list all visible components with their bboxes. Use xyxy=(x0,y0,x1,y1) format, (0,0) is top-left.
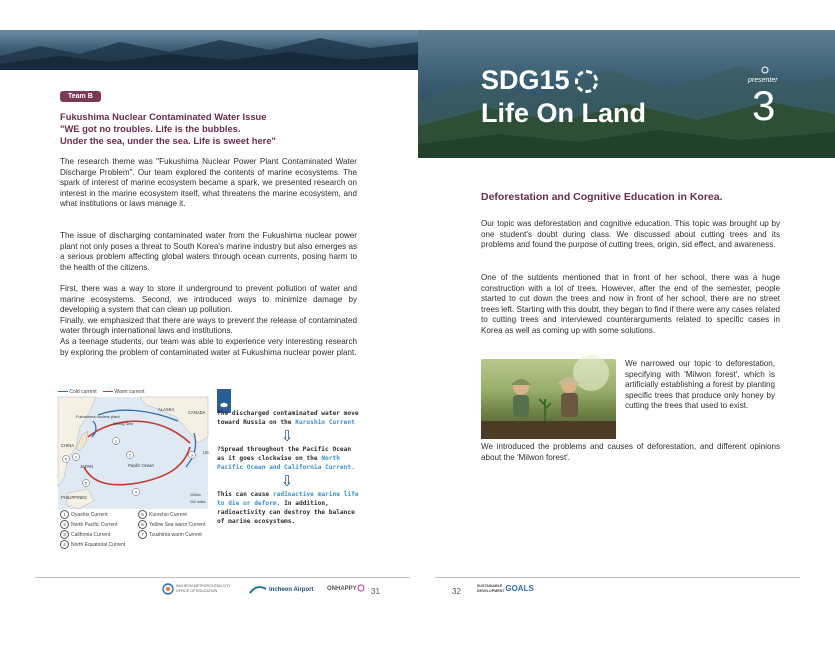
sdg-wheel-icon xyxy=(575,70,598,93)
sdg-logo-line1: SUSTAINABLE xyxy=(477,584,503,588)
sdg-title-line1: SDG15 xyxy=(481,64,646,97)
mountain-ridge-graphic xyxy=(0,30,418,70)
map-label-philippines: PHILIPPINES xyxy=(61,495,87,500)
legend-cold-label: Cold current xyxy=(69,389,97,395)
cold-current-swatch xyxy=(58,391,68,393)
onhappy-flower-icon xyxy=(356,580,366,598)
left-paragraph: The research theme was "Fukushima Nuclear Power Plant Contaminated Water Discharge Problem". Our team explored the contents of marine ecosystems. The spark of interest of marine ecosystem became a spark, we presented research on interest in the marine ecosystem itself, what threatens the marine ecosystem, and what institutions or laws manage it. xyxy=(60,157,357,209)
map-scale-mi: 100 miles xyxy=(190,500,206,504)
info-step-2: ?Spread throughout the Pacific Ocean as it goes clockwise on the North Pacific Ocean and California Current. xyxy=(217,446,355,471)
sdg-logo-goals: GOALS xyxy=(505,584,534,593)
team-badge: Team B xyxy=(60,91,101,102)
photo-illustration xyxy=(481,359,616,439)
left-footer-rule xyxy=(35,577,410,578)
onhappy-logo: ONHAPPY xyxy=(327,586,357,592)
presenter-label: presenter xyxy=(748,77,778,84)
logo1-line2: OFFICE OF EDUCATION xyxy=(176,589,218,593)
marker-7-text: 7 xyxy=(74,454,78,460)
down-arrow-icon: ⇩ xyxy=(280,473,294,490)
sdg-goals-logo xyxy=(477,584,534,593)
marker-5-text: 5 xyxy=(84,480,88,486)
map-label-fukushima: Fukushima nuclear plant xyxy=(76,414,120,419)
sdg-title-line2: Life On Land xyxy=(481,98,646,128)
left-page-number: 31 xyxy=(371,587,380,596)
map-label-bering: Bering Sea xyxy=(113,421,133,426)
right-paragraph: We introduced the problems and causes of deforestation, and different opinions about the 'Milwon forest'. xyxy=(481,442,780,462)
left-paragraph: The issue of discharging contaminated water from the Fukushima nuclear power plant not only poses a threat to South Korea's marine industry but also emerges as a serious problem affecting global waters through ocean currents, posing harm to the health of the citizens. xyxy=(60,231,357,272)
map-label-us: US xyxy=(203,450,209,455)
map-label-pacific: Pacific Ocean xyxy=(128,463,154,468)
map-scale-km: 100km xyxy=(190,493,201,497)
map-label-china: CHINA xyxy=(61,443,75,448)
incheon-airport-logo xyxy=(249,585,313,595)
logo1-line1: INCHEON METROPOLITAN CITY xyxy=(176,584,231,588)
contamination-info-panel xyxy=(217,387,362,549)
marker-6-text: 6 xyxy=(64,456,68,462)
right-footer-rule xyxy=(435,577,800,578)
warm-current-swatch xyxy=(103,391,113,393)
sdg-logo-line2: DEVELOPMENT xyxy=(477,588,505,593)
marker-1-text: 1 xyxy=(114,438,118,444)
current-item: 2 North Pacific Current xyxy=(60,520,125,530)
right-page-heading: Deforestation and Cognitive Education in Korea. xyxy=(481,191,723,203)
map-label-japan: JAPAN xyxy=(80,464,94,469)
sdg-title xyxy=(481,64,646,130)
map-legend xyxy=(58,389,145,395)
current-item: 1 Oyashio Current xyxy=(60,510,125,520)
info-step-1: The discharged contaminated water move toward Russia on the Kuroshio Current xyxy=(217,410,359,426)
children-planting-photo xyxy=(481,359,616,439)
marker-3-text: 3 xyxy=(190,452,194,458)
currents-legend-col2 xyxy=(138,510,205,540)
incheon-emblem-icon xyxy=(162,583,174,595)
right-page-number: 32 xyxy=(452,587,461,596)
marker-2-text: 2 xyxy=(128,452,132,458)
ocean-current-map xyxy=(58,397,208,509)
current-item: 3 California Current xyxy=(60,530,125,540)
incheon-education-logo xyxy=(162,583,231,595)
airport-logo-text: Incheon Airport xyxy=(269,587,314,593)
left-page-title xyxy=(60,111,390,147)
map-label-canada: CANADA xyxy=(188,410,206,415)
map-label-alaska: ALASKA xyxy=(158,407,175,412)
right-paragraph: One of the sutdents mentioned that in front of her school, there was a huge construction with a lot of trees. However, after the end of the semester, people started to cut down the trees and now in front of her school, there are no street trees left. Starting with this doubt, they began to find if there were any cases related to cutting trees and interviewed counterarguments related to specific cases in Korea as well as coming up with some solutions. xyxy=(481,273,780,335)
title-line: Under the sea, under the sea. Life is sweet here" xyxy=(60,135,276,146)
left-header-landscape xyxy=(0,30,418,70)
title-line: Fukushima Nuclear Contaminated Water Issue xyxy=(60,111,267,122)
marker-4-text: 4 xyxy=(134,489,138,495)
info-step-3: This can cause radioactive marine life to die or deform. In addition, radioactivity can destroy the balance of marine ecosystems. xyxy=(217,491,359,525)
left-paragraph: First, there was a way to store it underground to prevent pollution of water and marine ecosystems. Second, we introduced ways to minimize damage by developing a system that can clean up pollution. Finally, we emphasized that there are ways to prevent the release of contaminated water through international laws and institutions. As a teenage students, our team was able to experience very interesting research by exploring the problem of contaminated water at Fukushima nuclear power plant. xyxy=(60,284,357,357)
down-arrow-icon: ⇩ xyxy=(280,428,294,445)
presenter-number: 3 xyxy=(752,82,776,129)
current-item: 6 Yellow Sea warm Current xyxy=(138,520,205,530)
current-item: 7 Tsushima warm Current xyxy=(138,530,205,540)
airport-swoosh-icon xyxy=(249,585,267,595)
right-paragraph-wrap: We narrowed our topic to deforestation, specifying with 'Milwon forest', which is artificially establishing a forest by planting specific trees that produce only honey by cutting the trees that used to exist. xyxy=(625,359,775,411)
current-item: 4 North Equatorial Current xyxy=(60,540,125,550)
right-paragraph: Our topic was deforestation and cognitive education. This topic was brought up by one student's doubt during class. We discussed about cutting trees and its problems and found the purpose of cutting trees, origin, sid effect, and awareness. xyxy=(481,219,780,250)
title-line: "WE got no troubles. Life is the bubbles. xyxy=(60,123,241,134)
currents-legend-col1 xyxy=(60,510,125,550)
legend-warm-label: Warm current xyxy=(114,389,145,395)
current-item: 5 Kuroshio Current xyxy=(138,510,205,520)
